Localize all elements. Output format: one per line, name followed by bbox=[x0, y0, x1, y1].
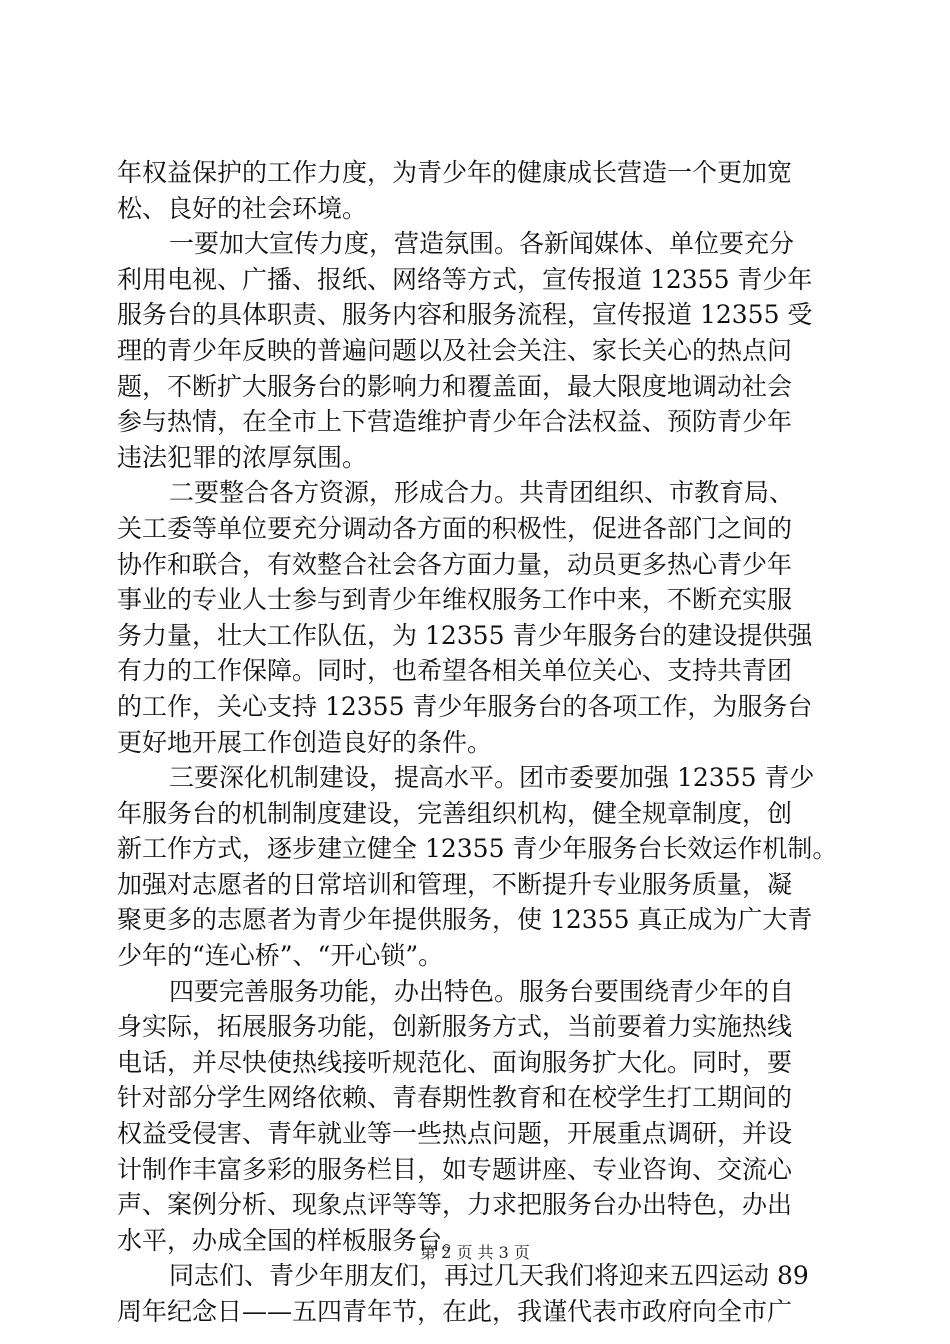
text-line: 权益受侵害、青年就业等一些热点问题，开展重点调研，并设 bbox=[117, 1119, 793, 1149]
text-line: 身实际，拓展服务功能，创新服务方式，当前要着力实施热线 bbox=[117, 1012, 793, 1042]
text-line: 声、案例分析、现象点评等等，力求把服务台办出特色，办出 bbox=[117, 1190, 793, 1220]
text-line: 加强对志愿者的日常培训和管理，不断提升专业服务质量，凝 bbox=[117, 869, 793, 899]
text-line: 少年的“连心桥”、“开心锁”。 bbox=[117, 941, 444, 971]
paragraph-first-line: 一要加大宣传力度，营造氛围。各新闻媒体、单位要充分 bbox=[169, 229, 795, 259]
text-line: 参与热情，在全市上下营造维护青少年合法权益、预防青少年 bbox=[117, 407, 793, 437]
text-line: 服务台的具体职责、服务内容和服务流程，宣传报道 12355 受 bbox=[117, 300, 813, 330]
text-line: 题，不断扩大服务台的影响力和覆盖面，最大限度地调动社会 bbox=[117, 371, 793, 401]
paragraph-first-line: 四要完善服务功能，办出特色。服务台要围绕青少年的自 bbox=[169, 976, 795, 1006]
paragraph-first-line: 三要深化机制建设，提高水平。团市委要加强 12355 青少 bbox=[169, 763, 815, 793]
text-line: 周年纪念日——五四青年节，在此，我谨代表市政府向全市广 bbox=[117, 1297, 793, 1326]
text-line: 计制作丰富多彩的服务栏目，如专题讲座、专业咨询、交流心 bbox=[117, 1154, 793, 1184]
text-line: 违法犯罪的浓厚氛围。 bbox=[117, 442, 368, 472]
text-line: 电话，并尽快使热线接听规范化、面询服务扩大化。同时，要 bbox=[117, 1047, 793, 1077]
text-line: 年服务台的机制制度建设，完善组织机构，健全规章制度，创 bbox=[117, 798, 793, 828]
document-body bbox=[117, 155, 837, 1330]
text-line: 更好地开展工作创造良好的条件。 bbox=[117, 727, 493, 757]
text-line: 松、良好的社会环境。 bbox=[117, 193, 368, 223]
paragraph-first-line: 二要整合各方资源，形成合力。共青团组织、市教育局、 bbox=[169, 478, 795, 508]
page-footer: 第 2 页 共 3 页 bbox=[420, 1243, 530, 1262]
text-line: 协作和联合，有效整合社会各方面力量，动员更多热心青少年 bbox=[117, 549, 793, 579]
text-line: 务力量，壮大工作队伍，为 12355 青少年服务台的建设提供强 bbox=[117, 620, 813, 650]
text-line: 的工作，关心支持 12355 青少年服务台的各项工作，为服务台 bbox=[117, 691, 813, 721]
paragraph-first-line: 同志们、青少年朋友们，再过几天我们将迎来五四运动 89 bbox=[169, 1261, 809, 1291]
text-line: 聚更多的志愿者为青少年提供服务，使 12355 真正成为广大青 bbox=[117, 905, 813, 935]
text-line: 理的青少年反映的普遍问题以及社会关注、家长关心的热点问 bbox=[117, 335, 793, 365]
text-line: 事业的专业人士参与到青少年维权服务工作中来，不断充实服 bbox=[117, 585, 793, 615]
text-line: 有力的工作保障。同时，也希望各相关单位关心、支持共青团 bbox=[117, 656, 793, 686]
text-line: 年权益保护的工作力度，为青少年的健康成长营造一个更加宽 bbox=[117, 158, 793, 187]
text-line: 针对部分学生网络依赖、青春期性教育和在校学生打工期间的 bbox=[117, 1083, 793, 1113]
text-line: 利用电视、广播、报纸、网络等方式，宣传报道 12355 青少年 bbox=[117, 264, 813, 294]
text-line: 关工委等单位要充分调动各方面的积极性，促进各部门之间的 bbox=[117, 513, 793, 543]
text-line: 新工作方式，逐步建立健全 12355 青少年服务台长效运作机制。 bbox=[117, 834, 838, 864]
text-line: 水平，办成全国的样板服务台。 bbox=[117, 1225, 468, 1255]
